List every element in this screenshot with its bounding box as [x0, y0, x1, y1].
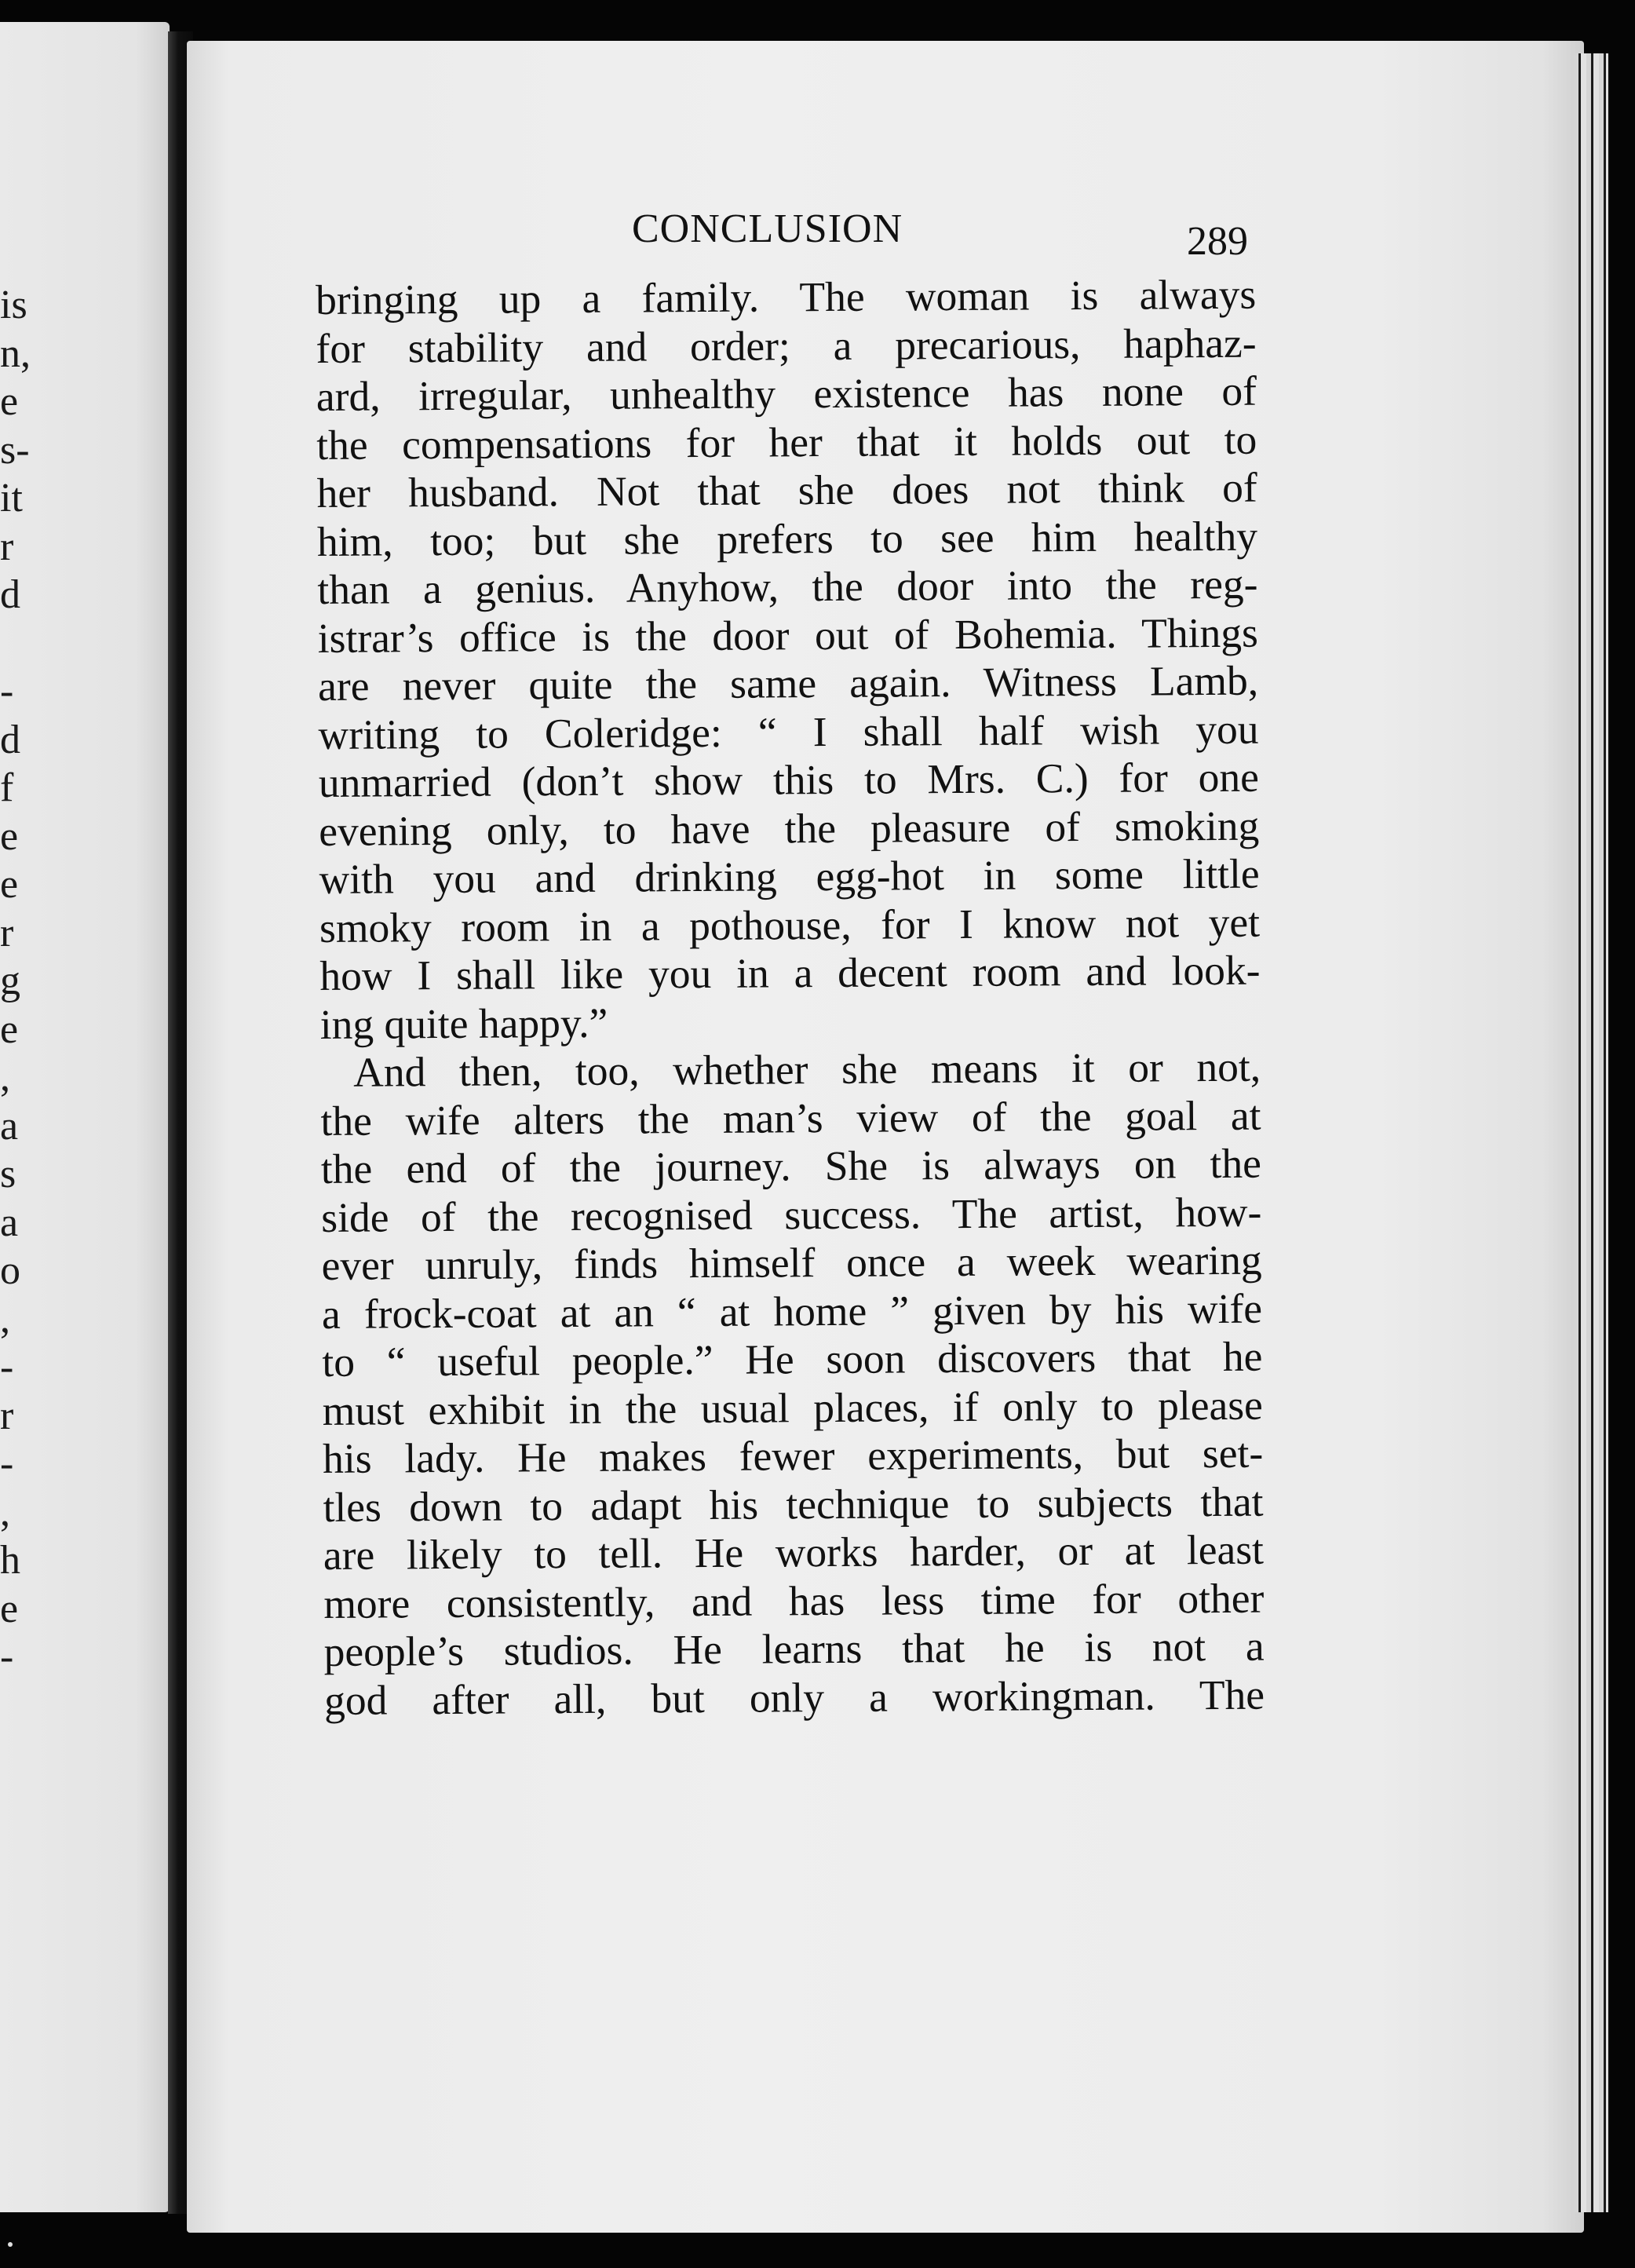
left-page-fragment: o — [0, 1248, 20, 1293]
text-line: his lady. He makes fewer experiments, but set- — [323, 1429, 1264, 1482]
text-line: tles down to adapt his technique to subjects that — [323, 1477, 1264, 1531]
left-page-fragment: r — [0, 524, 14, 569]
left-page-fragment: n, — [0, 331, 31, 376]
left-page-fragment: , — [0, 1489, 10, 1535]
text-line: more consistently, and has less time for other — [323, 1574, 1265, 1627]
left-page-fragment: it — [0, 476, 23, 520]
text-line: writing to Coleridge: “ I shall half wish you — [318, 705, 1259, 758]
left-page-fragment: , — [0, 1296, 10, 1342]
text-line: than a genius. Anyhow, the door into the reg- — [317, 560, 1258, 613]
text-line: the wife alters the man’s view of the goal at — [320, 1091, 1261, 1145]
left-page-fragment: e — [0, 1586, 19, 1631]
left-page-fragment: , — [0, 1055, 10, 1100]
text-line: are never quite the same again. Witness Lamb, — [318, 656, 1259, 710]
left-page-fragment: g — [0, 959, 20, 1003]
left-page-fragment: d — [0, 717, 20, 762]
text-line: bringing up a family. The woman is always — [316, 270, 1257, 323]
left-page-fragment: - — [0, 1441, 14, 1486]
body-text — [316, 271, 1265, 1725]
text-line: him, too; but she prefers to see him healthy — [316, 512, 1258, 565]
text-line: evening only, to have the pleasure of smoking — [319, 802, 1260, 855]
left-page-fragment: r — [0, 910, 14, 955]
scan-speck — [8, 2242, 13, 2247]
left-page-fragment: - — [0, 1634, 14, 1679]
text-line: the compensations for her that it holds out to — [316, 415, 1257, 469]
text-line: must exhibit in the usual places, if only to please — [322, 1381, 1263, 1434]
left-page-fragment: e — [0, 1006, 19, 1052]
text-line: for stability and order; a precarious, haphaz- — [316, 319, 1257, 372]
text-line-paragraph-end: ing quite happy.” — [319, 999, 608, 1048]
page-number: 289 — [1187, 219, 1248, 264]
left-page-fragment: d — [0, 572, 20, 617]
text-line: istrar’s office is the door out of Bohemia. Things — [317, 608, 1258, 662]
left-facing-page — [0, 22, 170, 2212]
text-line: the end of the journey. She is always on the — [320, 1139, 1262, 1192]
left-page-fragment: is — [0, 283, 27, 327]
left-page-fragment: a — [0, 1103, 19, 1149]
left-page-fragment: f — [0, 765, 14, 810]
text-line: ard, irregular, unhealthy existence has none of — [316, 367, 1257, 420]
left-page-fragment: - — [0, 1345, 14, 1390]
text-line: how I shall like you in a decent room and look- — [319, 946, 1261, 999]
left-page-fragment: h — [0, 1538, 20, 1583]
text-line-paragraph-start: And then, too, whether she means it or not, — [353, 1043, 1261, 1096]
left-page-fragment: e — [0, 813, 19, 859]
left-page-fragment: r — [0, 1393, 14, 1438]
left-page-fragment: a — [0, 1200, 19, 1245]
text-line: her husband. Not that she does not think of — [316, 463, 1257, 517]
page-edge-stack — [1574, 53, 1608, 2212]
text-line: people’s studios. He learns that he is not a — [323, 1622, 1265, 1675]
text-line: with you and drinking egg-hot in some little — [319, 849, 1260, 903]
left-page-fragment: - — [0, 669, 14, 714]
text-line: smoky room in a pothouse, for I know not yet — [319, 898, 1261, 951]
text-line: ever unruly, finds himself once a week wearing — [321, 1236, 1262, 1289]
left-page-fragment: e — [0, 379, 19, 424]
running-head: CONCLUSION — [632, 206, 903, 251]
text-line: unmarried (don’t show this to Mrs. C.) for one — [318, 753, 1260, 806]
text-line: are likely to tell. He works harder, or at least — [323, 1525, 1265, 1579]
left-page-fragment: s- — [0, 427, 30, 473]
text-line: a frock-coat at an “ at home ” given by his wife — [321, 1284, 1263, 1338]
text-line: to “ useful people.” He soon discovers that he — [322, 1332, 1263, 1386]
left-page-fragment: s — [0, 1152, 16, 1196]
left-page-fragment: e — [0, 862, 19, 907]
text-line: side of the recognised success. The artist, how- — [321, 1188, 1262, 1241]
left-page-fragment — [0, 619, 24, 668]
text-line: god after all, but only a workingman. The — [323, 1671, 1265, 1724]
left-page-text-fragments — [0, 281, 31, 1682]
